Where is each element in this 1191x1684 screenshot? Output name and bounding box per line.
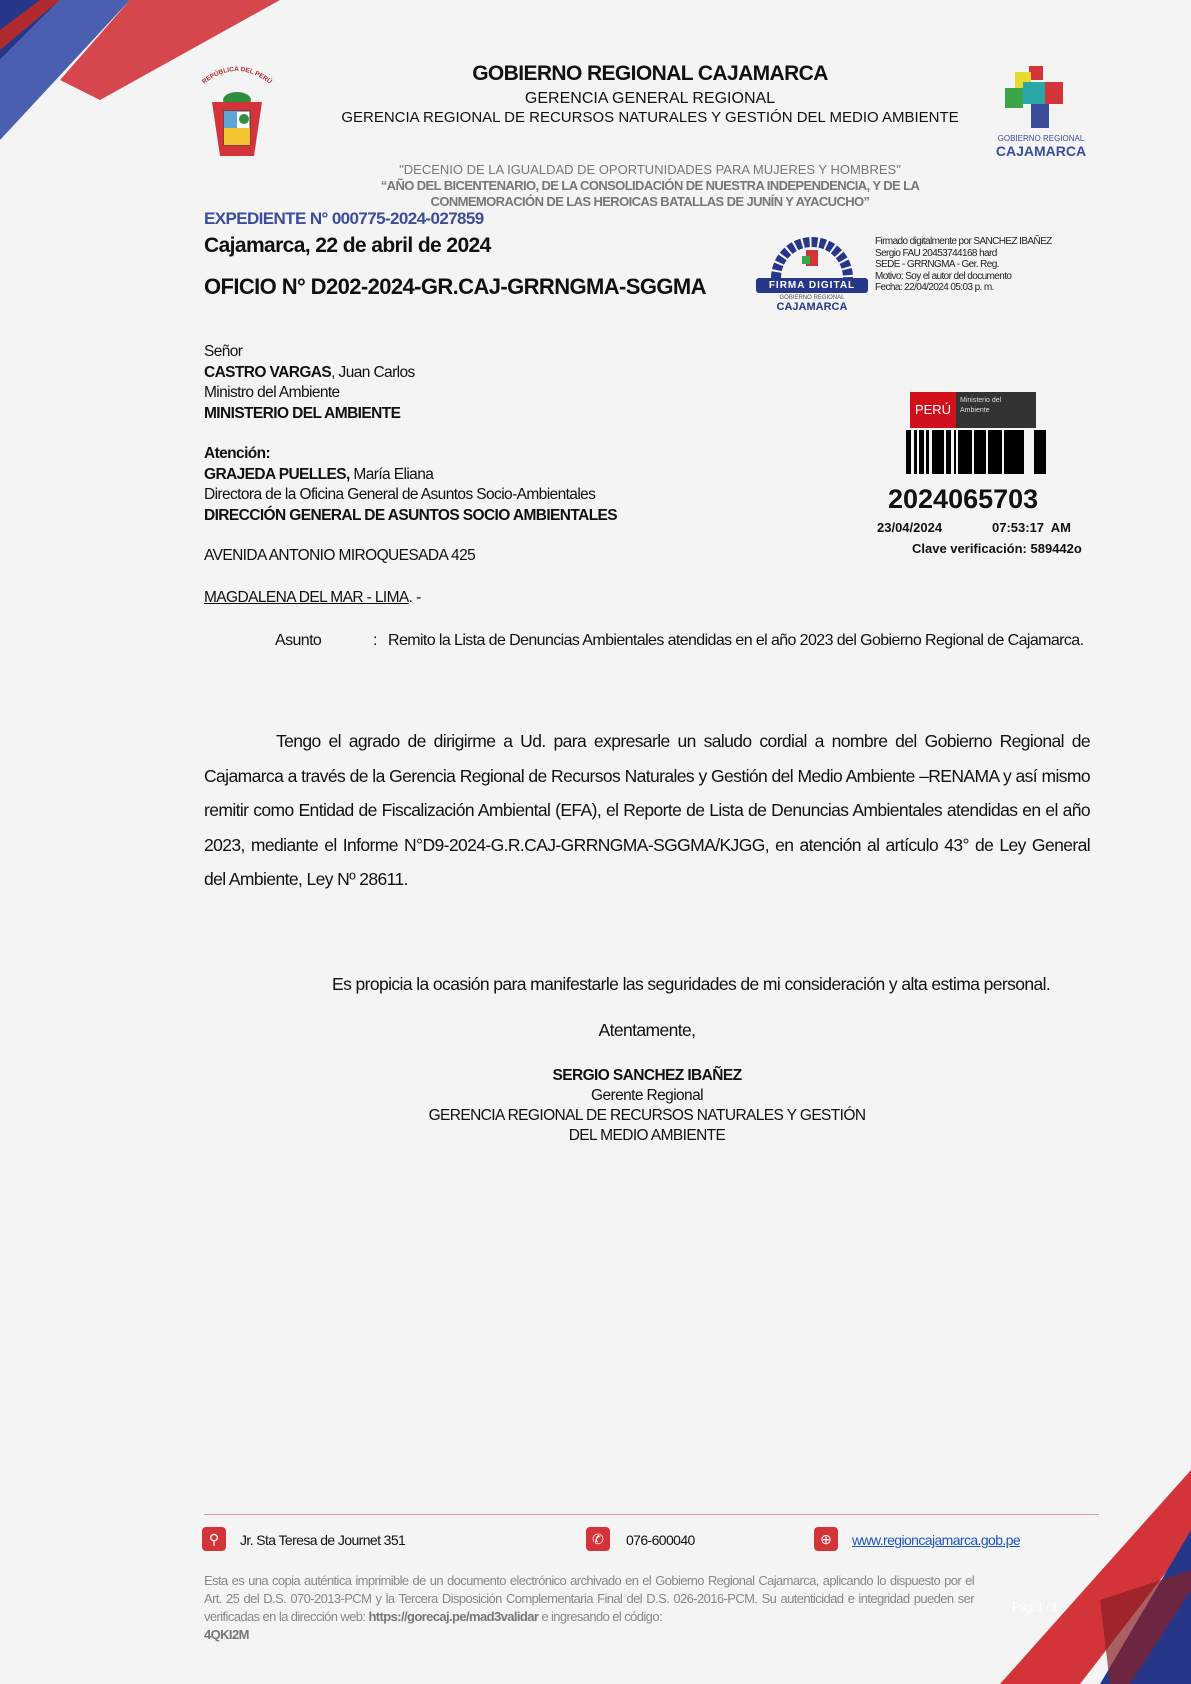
- motto-decade: "DECENIO DE LA IGUALDAD DE OPORTUNIDADES PARA MUJERES Y HOMBRES": [399, 162, 901, 177]
- registration-number: 2024065703: [888, 484, 1039, 514]
- location-icon: ⚲: [202, 1527, 226, 1551]
- footer-divider: [204, 1514, 1099, 1515]
- sig-line: Motivo: Soy el autor del documento: [875, 270, 1012, 282]
- attention-given-name: María Eliana: [349, 465, 434, 483]
- page-number: Pág. 1 / 1: [1012, 1600, 1058, 1614]
- document-date: Cajamarca, 22 de abril de 2024: [204, 234, 491, 257]
- org-subtitle: GERENCIA GENERAL REGIONAL: [524, 90, 776, 107]
- sig-line: Sergio FAU 20453744168 hard: [875, 247, 997, 259]
- badge-small-text: GOBIERNO REGIONAL: [779, 295, 845, 301]
- footer-address: Jr. Sta Teresa de Journet 351: [240, 1532, 406, 1548]
- svg-text:REPÚBLICA DEL PERÚ: [201, 66, 274, 86]
- closing-sentence: Es propicia la ocasión para manifestarle las seguridades de mi consideración y alta estima personal.: [332, 974, 1051, 994]
- reception-stamp: [877, 392, 1110, 562]
- signer-dept-line2: DEL MEDIO AMBIENTE: [568, 1127, 726, 1144]
- cajamarca-logo: [985, 64, 1097, 160]
- regards: Atentamente,: [598, 1020, 696, 1040]
- subject-separator: :: [373, 632, 378, 649]
- org-title: GOBIERNO REGIONAL CAJAMARCA: [472, 62, 828, 85]
- expediente-number: EXPEDIENTE N° 000775-2024-027859: [204, 209, 484, 228]
- body-paragraph: Tengo el agrado de dirigirme a Ud. para expresarle un saludo cordial a nombre del Gobierno Regional de Cajamarca a través de la Gerencia Regional de Recursos Naturales y Gestión del Medio Ambiente –RENAMA y así mismo remitir como Entidad de Fiscalización Ambiental (EFA), el Reporte de Lista de Denuncias Ambientales atendidas en el año 2023, mediante el Informe N°D9-2024-G.R.CAJ-GRRNGMA-SGGMA/KJGG, en atención al artículo 43° de Ley General del Ambiente, Ley Nº 28611.: [204, 731, 1090, 889]
- attention-org: DIRECCIÓN GENERAL DE ASUNTOS SOCIO AMBIENTALES: [204, 506, 618, 524]
- motto-year-line1: “AÑO DEL BICENTENARIO, DE LA CONSOLIDACIÓN DE NUESTRA INDEPENDENCIA, Y DE LA: [380, 178, 920, 193]
- ministry-label: Ministerio del Ambiente: [956, 392, 1036, 428]
- digital-signature-info: [875, 236, 1052, 294]
- verification-key: Clave verificación: 589442o: [912, 541, 1082, 556]
- subject-label: Asunto: [275, 632, 322, 649]
- motto-year-line2: CONMEMORACIÓN DE LAS HEROICAS BATALLAS DE JUNÍN Y AYACUCHO”: [430, 194, 870, 209]
- verification-code: 4QKI2M: [204, 1627, 249, 1642]
- phone-icon: ✆: [586, 1527, 610, 1551]
- recipient-org: MINISTERIO DEL AMBIENTE: [204, 404, 401, 422]
- badge-name: CAJAMARCA: [776, 301, 848, 313]
- barcode: [906, 430, 1054, 474]
- firma-digital-badge: [756, 234, 868, 313]
- sig-line: SEDE - GRRNGMA - Ger. Reg.: [875, 259, 999, 270]
- footer-phone: 076-600040: [626, 1532, 695, 1548]
- recipient-role: Ministro del Ambiente: [204, 384, 340, 401]
- coat-of-arms-caption: REPÚBLICA DEL PERÚ: [201, 65, 273, 86]
- subject-text: Remito la Lista de Denuncias Ambientales atendidas en el año 2023 del Gobierno Regional de Cajamarca.: [388, 632, 1084, 649]
- recipient-address: AVENIDA ANTONIO MIROQUESADA 425: [204, 547, 476, 564]
- validation-url[interactable]: https://gorecaj.pe/mad3validar: [368, 1609, 539, 1624]
- recipient-given-name: , Juan Carlos: [331, 363, 415, 381]
- attention-role: Directora de la Oficina General de Asuntos Socio-Ambientales: [204, 486, 596, 503]
- logo-name: CAJAMARCA: [995, 143, 1087, 159]
- recipient-surname: CASTRO VARGAS: [204, 363, 332, 381]
- signer-name: SERGIO SANCHEZ IBAÑEZ: [552, 1067, 742, 1084]
- notice-text: Esta es una copia auténtica imprimible de un documento electrónico archivado en el Gobierno Regional Cajamarca, aplicando lo dispuesto por el Art. 25 del D.S. 070-2013-PCM y la Tercera Disposición Complementaria Final del D.S. 026-2016-PCM. Su autenticidad e integridad pueden ser verificadas en la dirección web:: [204, 1573, 974, 1624]
- salutation: Señor: [204, 343, 243, 360]
- sig-line: Fecha: 22/04/2024 05:03 p. m.: [875, 282, 994, 293]
- signer-role: Gerente Regional: [591, 1087, 703, 1104]
- city-suffix: . -: [408, 588, 421, 606]
- attention-label: Atención:: [204, 445, 271, 462]
- authenticity-notice: [204, 1572, 974, 1644]
- firma-digital-label: FIRMA DIGITAL: [756, 278, 868, 293]
- sig-line: Firmado digitalmente por SANCHEZ IBAÑEZ: [875, 236, 1052, 247]
- globe-icon: ⊕: [814, 1527, 838, 1551]
- peru-label: PERÚ: [910, 392, 956, 428]
- signer-block: [370, 1066, 924, 1146]
- attention-name: [204, 465, 617, 486]
- ministry-logo: [910, 392, 1036, 428]
- recipient-name: [204, 363, 617, 384]
- peru-coat-of-arms-logo: [198, 62, 276, 158]
- reception-time: 07:53:17 AM: [992, 520, 1071, 535]
- notice-text-2: e ingresando el código:: [538, 1609, 662, 1624]
- city-text: MAGDALENA DEL MAR - LIMA: [204, 588, 409, 606]
- attention-surname: GRAJEDA PUELLES,: [204, 465, 350, 483]
- recipient-city: [204, 588, 617, 609]
- reception-date: 23/04/2024: [877, 520, 943, 535]
- oficio-number: OFICIO N° D202-2024-GR.CAJ-GRRNGMA-SGGMA: [204, 274, 706, 299]
- org-department: GERENCIA REGIONAL DE RECURSOS NATURALES Y GESTIÓN DEL MEDIO AMBIENTE: [341, 109, 959, 126]
- signer-dept-line1: GERENCIA REGIONAL DE RECURSOS NATURALES Y GESTIÓN: [428, 1107, 866, 1124]
- footer-website-link[interactable]: www.regioncajamarca.gob.pe: [852, 1532, 1021, 1548]
- recipient-block: [204, 342, 617, 608]
- logo-small-text: GOBIERNO REGIONAL: [997, 134, 1085, 143]
